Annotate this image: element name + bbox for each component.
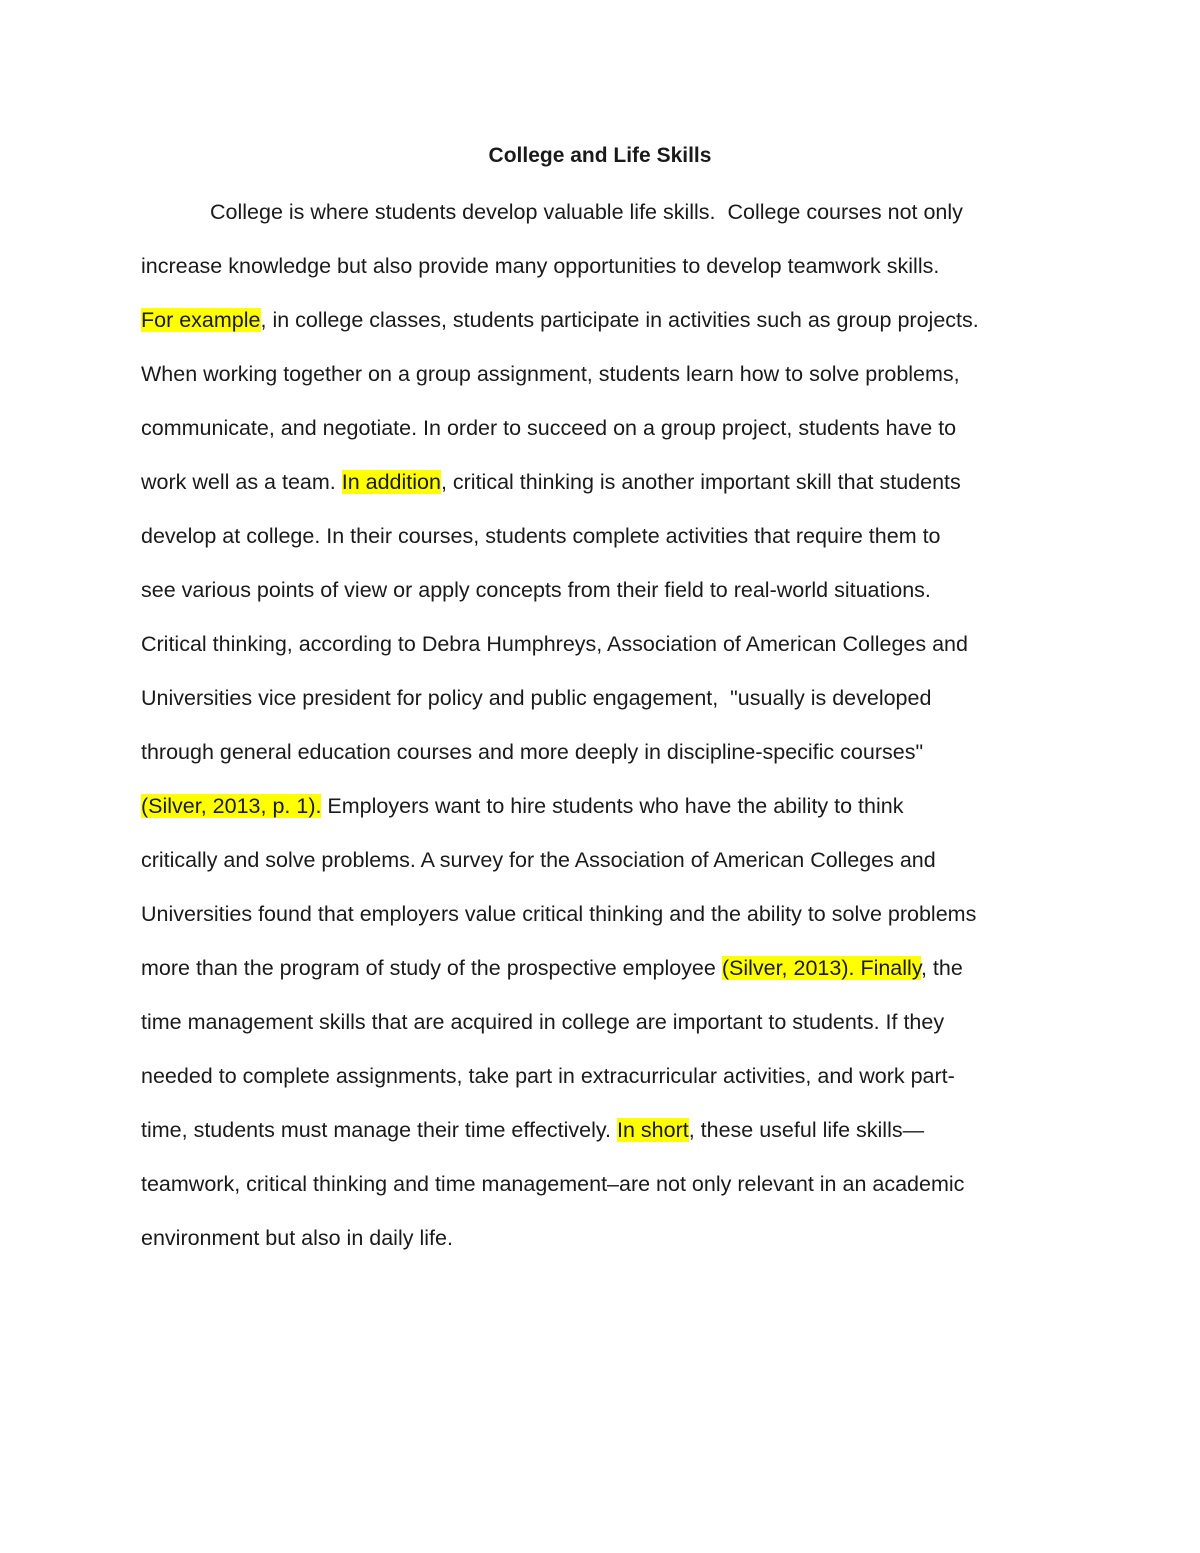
paragraph-line xyxy=(141,1008,944,1036)
text-run: Universities found that employers value critical thinking and the ability to solve problems xyxy=(141,902,977,926)
text-run: teamwork, critical thinking and time management–are not only relevant in an academic xyxy=(141,1172,965,1196)
paragraph-line xyxy=(141,1170,964,1198)
paragraph-line xyxy=(141,846,936,874)
paragraph-line xyxy=(141,1116,924,1144)
paragraph-line xyxy=(210,198,963,226)
text-run: , critical thinking is another important skill that students xyxy=(440,470,961,494)
text-run: develop at college. In their courses, students complete activities that require them to xyxy=(141,524,941,548)
text-run: , these useful life skills— xyxy=(688,1118,925,1142)
highlighted-citation: (Silver, 2013, p. 1). xyxy=(141,794,322,818)
text-run: Universities vice president for policy and public engagement, "usually is developed xyxy=(141,686,932,710)
paragraph-line xyxy=(141,360,960,388)
text-run: communicate, and negotiate. In order to succeed on a group project, students have to xyxy=(141,416,957,440)
paragraph-line xyxy=(141,792,903,820)
text-run: through general education courses and more deeply in discipline-specific courses" xyxy=(141,740,924,764)
text-run: , the xyxy=(920,956,963,980)
text-run: Employers want to hire students who have the ability to think xyxy=(321,794,904,818)
text-run: When working together on a group assignment, students learn how to solve problems, xyxy=(141,362,960,386)
text-run: environment but also in daily life. xyxy=(141,1226,453,1250)
text-run: time, students must manage their time effectively. xyxy=(141,1118,617,1142)
highlighted-transition: In addition xyxy=(341,470,441,494)
text-run: increase knowledge but also provide many opportunities to develop teamwork skills. xyxy=(141,254,940,278)
paragraph-line xyxy=(141,684,931,712)
highlighted-transition: For example xyxy=(141,308,261,332)
document-title: College and Life Skills xyxy=(488,144,712,167)
paragraph-line xyxy=(141,900,976,928)
paragraph-line xyxy=(141,954,963,982)
paragraph-line xyxy=(141,522,941,550)
paragraph-line xyxy=(141,630,968,658)
text-run: critically and solve problems. A survey for the Association of American Colleges and xyxy=(141,848,936,872)
text-run: College is where students develop valuable life skills. College courses not only xyxy=(210,200,963,224)
highlighted-transition: In short xyxy=(617,1118,689,1142)
paragraph-line xyxy=(141,306,979,334)
paragraph-line xyxy=(141,1062,955,1090)
paragraph-line xyxy=(141,252,939,280)
text-run: Critical thinking, according to Debra Humphreys, Association of American Colleges and xyxy=(141,632,968,656)
text-run: time management skills that are acquired in college are important to students. If they xyxy=(141,1010,945,1034)
paragraph-line xyxy=(141,738,923,766)
text-run: , in college classes, students participate in activities such as group projects. xyxy=(260,308,979,332)
paragraph-line xyxy=(141,1224,453,1252)
text-run: work well as a team. xyxy=(141,470,342,494)
paragraph-line xyxy=(141,576,931,604)
paragraph-line xyxy=(141,414,956,442)
paragraph-line xyxy=(141,468,961,496)
highlighted-citation: (Silver, 2013). Finally xyxy=(721,956,921,980)
text-run: more than the program of study of the prospective employee xyxy=(141,956,722,980)
text-run: needed to complete assignments, take part in extracurricular activities, and work part- xyxy=(141,1064,955,1088)
text-run: see various points of view or apply concepts from their field to real-world situations. xyxy=(141,578,931,602)
